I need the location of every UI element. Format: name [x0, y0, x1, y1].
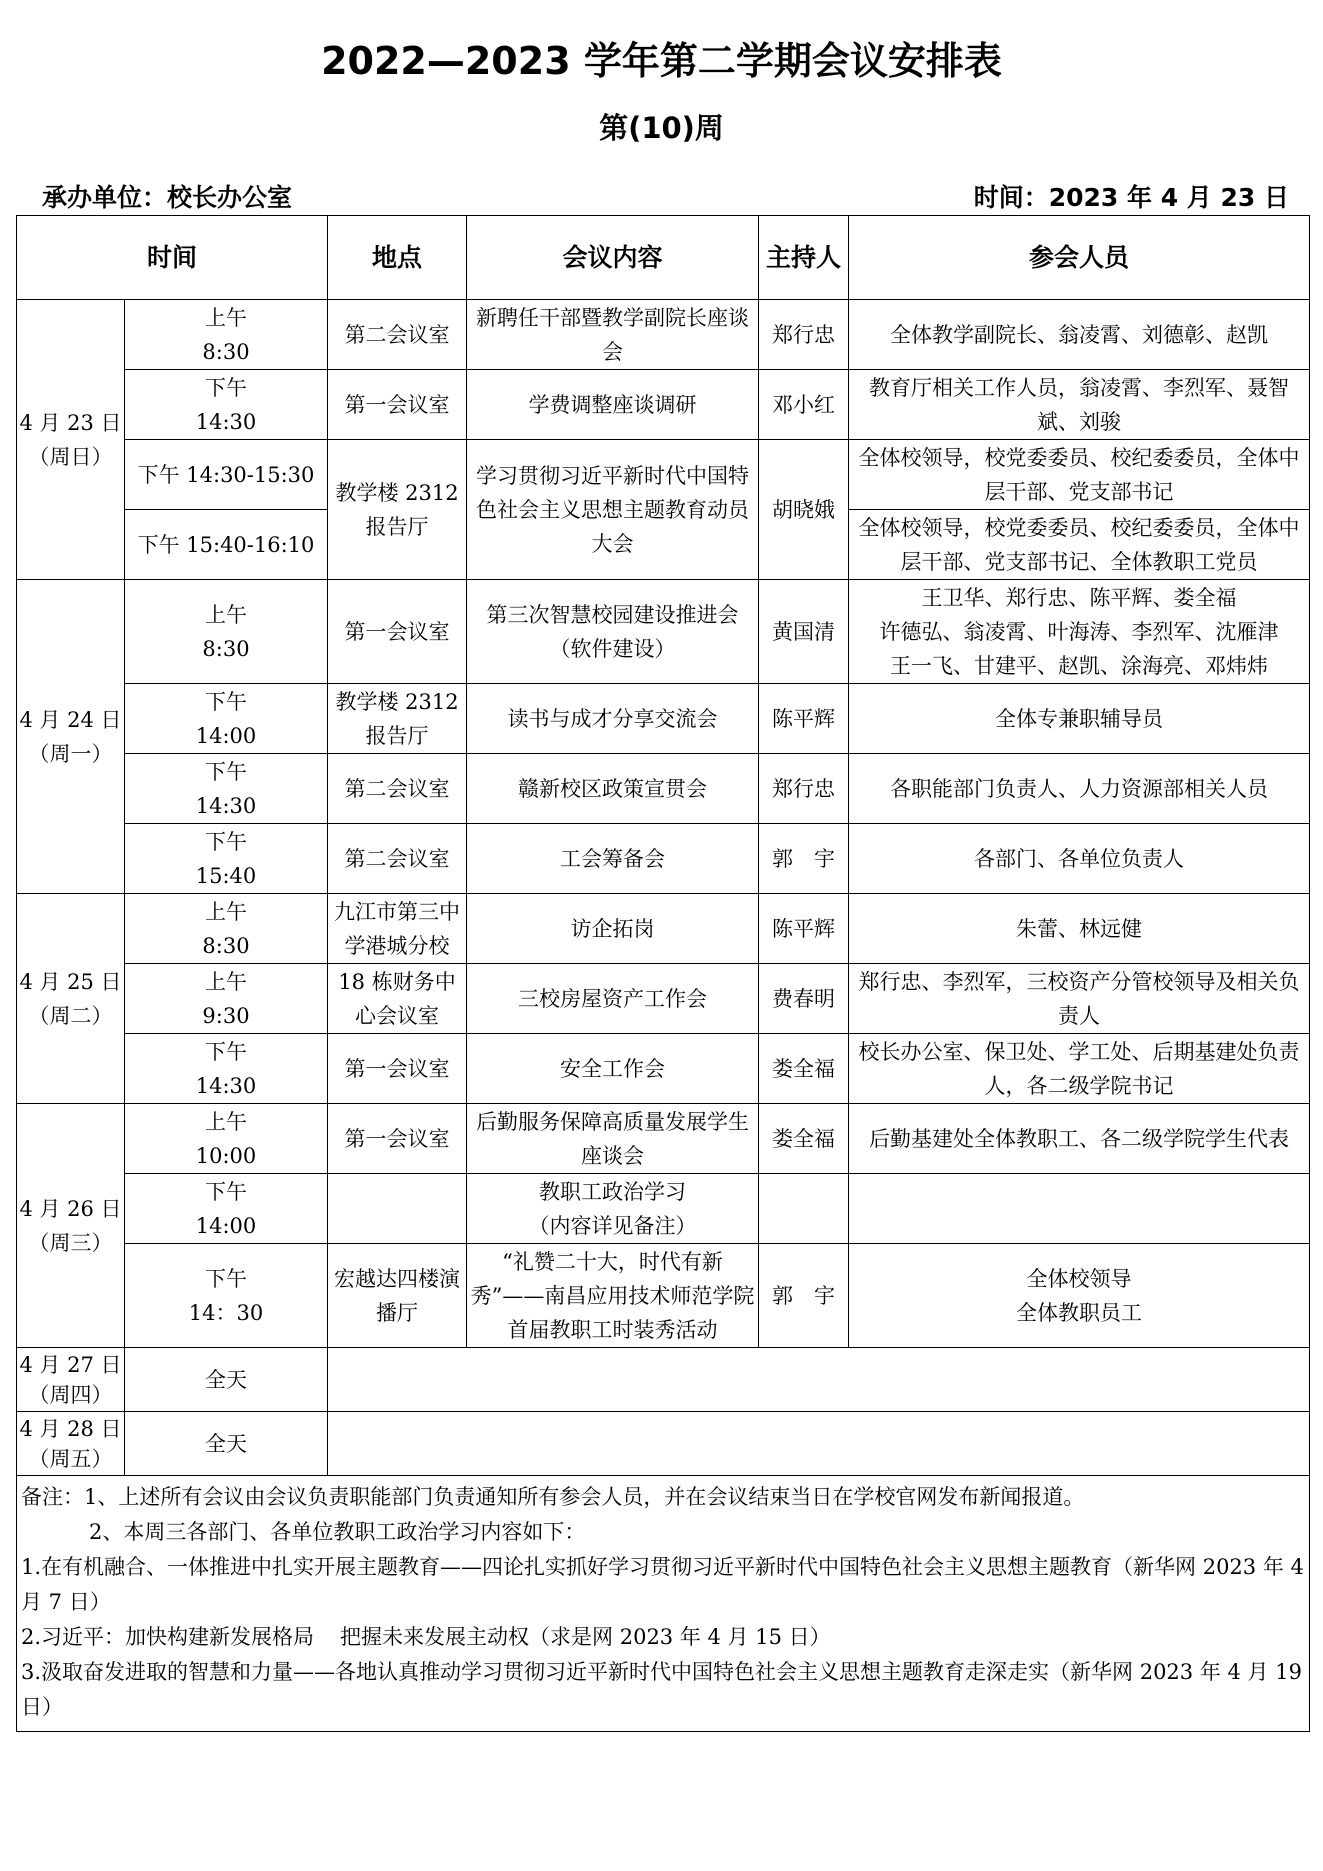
day-weekday: （周一） [28, 741, 113, 766]
time-cell [125, 894, 328, 964]
place-cell: 教学楼 2312 报告厅 [328, 684, 467, 754]
attendee-line: 王卫华、郑行忠、陈平辉、娄全福 [921, 585, 1237, 610]
table-row [17, 370, 1310, 440]
time: 10:00 [195, 1143, 257, 1168]
col-header-content: 会议内容 [467, 216, 759, 300]
content-cell: 第三次智慧校园建设推进会（软件建设） [467, 580, 759, 684]
time: 14:00 [195, 723, 257, 748]
content-line: （内容详见备注） [528, 1213, 697, 1238]
col-header-attendees: 参会人员 [849, 216, 1310, 300]
period: 下午 [205, 689, 247, 714]
time: 9:30 [202, 1003, 250, 1028]
time-cell [125, 1034, 328, 1104]
notes-row [17, 1476, 1310, 1732]
place-cell: 第二会议室 [328, 300, 467, 370]
attendees-cell: 全体教学副院长、翁凌霄、刘德彰、赵凯 [849, 300, 1310, 370]
time-cell [125, 580, 328, 684]
content-cell: 安全工作会 [467, 1034, 759, 1104]
attendees-cell: 郑行忠、李烈军，三校资产分管校领导及相关负责人 [849, 964, 1310, 1034]
day-weekday: （周二） [28, 1003, 113, 1028]
host-cell: 邓小红 [759, 370, 849, 440]
attendees-cell: 教育厅相关工作人员，翁凌霄、李烈军、聂智斌、刘骏 [849, 370, 1310, 440]
content-cell: 读书与成才分享交流会 [467, 684, 759, 754]
note-line [21, 1620, 1305, 1655]
table-row [17, 1034, 1310, 1104]
time-cell: 全天 [125, 1348, 328, 1412]
table-row [17, 1174, 1310, 1244]
time-cell [125, 684, 328, 754]
period: 下午 [205, 1179, 247, 1204]
notes-cell [17, 1476, 1310, 1732]
period: 上午 [205, 602, 247, 627]
place-cell: 第一会议室 [328, 370, 467, 440]
host-cell: 黄国清 [759, 580, 849, 684]
period: 上午 [205, 305, 247, 330]
time-cell [125, 1104, 328, 1174]
day-date: 4 月 28 日 [19, 1416, 122, 1441]
table-row [17, 300, 1310, 370]
host-cell: 郭 宇 [759, 824, 849, 894]
time: 8:30 [202, 636, 250, 661]
table-row [17, 1348, 1310, 1412]
time: 8:30 [202, 933, 250, 958]
day-weekday: （周四） [28, 1382, 113, 1407]
time: 14:30 [195, 793, 257, 818]
host-cell: 郑行忠 [759, 754, 849, 824]
place-cell [328, 1174, 467, 1244]
content-cell: “礼赞二十大，时代有新秀”——南昌应用技术师范学院首届教职工时装秀活动 [467, 1244, 759, 1348]
table-row [17, 824, 1310, 894]
place-cell: 第一会议室 [328, 1034, 467, 1104]
time: 14:30 [195, 1073, 257, 1098]
time: 8:30 [202, 339, 250, 364]
place-cell: 18 栋财务中心会议室 [328, 964, 467, 1034]
day-weekday: （周日） [28, 444, 113, 469]
day-cell [17, 894, 125, 1104]
table-row [17, 1412, 1310, 1476]
host-cell: 陈平辉 [759, 684, 849, 754]
day-cell [17, 1348, 125, 1412]
day-date: 4 月 23 日 [19, 410, 122, 435]
table-header-row [17, 216, 1310, 300]
content-cell: 学习贯彻习近平新时代中国特色社会主义思想主题教育动员大会 [467, 440, 759, 580]
time-cell [125, 824, 328, 894]
place-cell: 第一会议室 [328, 1104, 467, 1174]
host-cell: 郑行忠 [759, 300, 849, 370]
period: 下午 [205, 759, 247, 784]
place-cell: 第二会议室 [328, 754, 467, 824]
content-cell: 赣新校区政策宣贯会 [467, 754, 759, 824]
day-weekday: （周三） [28, 1230, 113, 1255]
schedule-date: 时间：2023 年 4 月 23 日 [973, 183, 1289, 212]
attendee-line: 许德弘、翁凌霄、叶海涛、李烈军、沈雁津 [879, 619, 1279, 644]
table-row [17, 1104, 1310, 1174]
col-header-time: 时间 [17, 216, 328, 300]
content-cell: 后勤服务保障高质量发展学生座谈会 [467, 1104, 759, 1174]
table-row [17, 1244, 1310, 1348]
attendees-cell [849, 580, 1310, 684]
attendees-cell [849, 1174, 1310, 1244]
content-cell: 三校房屋资产工作会 [467, 964, 759, 1034]
time-cell [125, 300, 328, 370]
host-cell: 费春明 [759, 964, 849, 1034]
place-cell: 九江市第三中学港城分校 [328, 894, 467, 964]
host-cell: 陈平辉 [759, 894, 849, 964]
time-cell [125, 1174, 328, 1244]
content-line: 教职工政治学习 [539, 1179, 687, 1204]
note-line: 1.在有机融合、一体推进中扎实开展主题教育——四论扎实抓好学习贯彻习近平新时代中国特色社会主义思想主题教育（新华网 2023 年 4 月 7 日） [21, 1555, 1304, 1614]
note-text: 2.习近平：加快构建新发展格局 [21, 1625, 315, 1649]
content-cell: 工会筹备会 [467, 824, 759, 894]
day-cell [17, 1104, 125, 1348]
time-cell: 全天 [125, 1412, 328, 1476]
table-row [17, 580, 1310, 684]
host-cell: 胡晓娥 [759, 440, 849, 580]
day-date: 4 月 24 日 [19, 707, 122, 732]
content-cell: 访企拓岗 [467, 894, 759, 964]
attendees-cell: 全体专兼职辅导员 [849, 684, 1310, 754]
note-line: 备注：1、上述所有会议由会议负责职能部门负责通知所有参会人员，并在会议结束当日在学校官网发布新闻报道。 [21, 1485, 1085, 1509]
time-cell [125, 754, 328, 824]
document-title: 2022—2023 学年第二学期会议安排表 [321, 39, 1002, 83]
attendee-line: 王一飞、甘建平、赵凯、涂海亮、邓炜炜 [890, 653, 1269, 678]
time: 15:40 [195, 863, 257, 888]
table-row [17, 894, 1310, 964]
day-weekday: （周五） [28, 1446, 113, 1471]
time: 14:30 [195, 409, 257, 434]
place-cell: 宏越达四楼演播厅 [328, 1244, 467, 1348]
note-text: 把握未来发展主动权（求是网 2023 年 4 月 15 日） [340, 1625, 831, 1649]
attendees-cell: 全体校领导，校党委委员、校纪委委员，全体中层干部、党支部书记、全体教职工党员 [849, 510, 1310, 580]
day-cell [17, 300, 125, 580]
attendees-cell: 朱蕾、林远健 [849, 894, 1310, 964]
content-cell: 新聘任干部暨教学副院长座谈会 [467, 300, 759, 370]
empty-cell [328, 1412, 1310, 1476]
period: 下午 [205, 1039, 247, 1064]
period: 下午 [205, 829, 247, 854]
time-cell: 下午 14:30-15:30 [125, 440, 328, 510]
time: 14:00 [195, 1213, 257, 1238]
attendees-cell: 后勤基建处全体教职工、各二级学院学生代表 [849, 1104, 1310, 1174]
host-cell: 娄全福 [759, 1104, 849, 1174]
table-row [17, 440, 1310, 510]
attendees-cell: 全体校领导，校党委委员、校纪委委员，全体中层干部、党支部书记 [849, 440, 1310, 510]
content-cell: 学费调整座谈调研 [467, 370, 759, 440]
time-cell: 下午 15:40-16:10 [125, 510, 328, 580]
attendee-line: 全体教职员工 [1016, 1300, 1143, 1325]
day-cell [17, 1412, 125, 1476]
period: 下午 [205, 1266, 247, 1291]
time-cell [125, 964, 328, 1034]
host-cell: 娄全福 [759, 1034, 849, 1104]
table-row [17, 964, 1310, 1034]
place-cell: 教学楼 2312 报告厅 [328, 440, 467, 580]
note-line: 3.汲取奋发进取的智慧和力量——各地认真推动学习贯彻习近平新时代中国特色社会主义思想主题教育走深走实（新华网 2023 年 4 月 19 日） [21, 1660, 1302, 1719]
place-cell: 第二会议室 [328, 824, 467, 894]
organizer-label: 承办单位：校长办公室 [42, 183, 293, 212]
attendees-cell: 校长办公室、保卫处、学工处、后期基建处负责人，各二级学院书记 [849, 1034, 1310, 1104]
empty-cell [328, 1348, 1310, 1412]
period: 上午 [205, 969, 247, 994]
day-cell [17, 580, 125, 894]
week-label: 第(10)周 [599, 111, 724, 145]
attendee-line: 全体校领导 [1026, 1266, 1132, 1291]
time: 14：30 [188, 1300, 264, 1325]
attendees-cell [849, 1244, 1310, 1348]
period: 上午 [205, 899, 247, 924]
meeting-schedule-table [16, 215, 1310, 1732]
table-row [17, 754, 1310, 824]
content-cell [467, 1174, 759, 1244]
day-date: 4 月 26 日 [19, 1196, 122, 1221]
host-cell: 郭 宇 [759, 1244, 849, 1348]
note-line: 2、本周三各部门、各单位教职工政治学习内容如下： [89, 1520, 586, 1544]
col-header-host: 主持人 [759, 216, 849, 300]
day-date: 4 月 27 日 [19, 1352, 122, 1377]
period: 下午 [205, 375, 247, 400]
attendees-cell: 各职能部门负责人、人力资源部相关人员 [849, 754, 1310, 824]
period: 上午 [205, 1109, 247, 1134]
time-cell [125, 1244, 328, 1348]
col-header-place: 地点 [328, 216, 467, 300]
day-date: 4 月 25 日 [19, 969, 122, 994]
time-cell [125, 370, 328, 440]
place-cell: 第一会议室 [328, 580, 467, 684]
table-row [17, 684, 1310, 754]
attendees-cell: 各部门、各单位负责人 [849, 824, 1310, 894]
host-cell [759, 1174, 849, 1244]
